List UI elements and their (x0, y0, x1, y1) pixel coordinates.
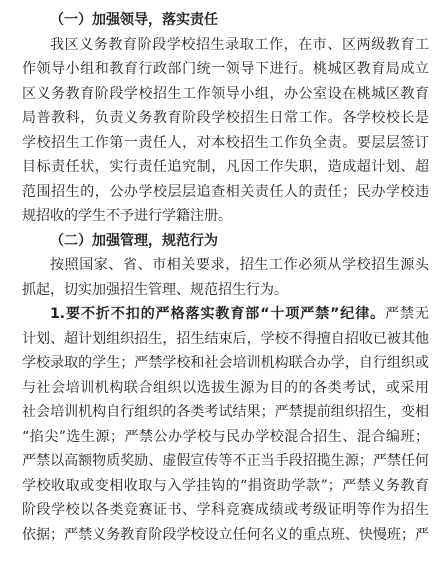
paragraph-line: 计划、超计划组织招生，招生结束后，学校不得擅自招收已被其他 (22, 330, 429, 347)
paragraph-line: 按照国家、省、市相关要求，招生工作必须从学校招生源头 (50, 257, 429, 273)
paragraph-line: 抓起，切实加强招生管理、规范招生行为。 (22, 281, 288, 298)
paragraph-line: “掐尖”选生源；严禁公办学校与民办学校混合招生、混合编班； (22, 428, 429, 445)
paragraph-line: 学校招生工作第一责任人，对本校招生工作负全责。要层层签订 (22, 134, 429, 151)
paragraph-line: 社会培训机构自行组织的各类考试结果；严禁提前组织招生，变相 (22, 404, 429, 420)
paragraph-line: 区义务教育阶段学校招生工作领导小组，办公室设在桃城区教育 (22, 85, 429, 102)
paragraph-line: 局普教科，负责义务教育阶段学校招生日常工作。各学校校长是 (22, 110, 429, 126)
paragraph-line: 与社会培训机构联合组织以选拔生源为目的的各类考试，或采用 (22, 379, 429, 396)
paragraph-line: 学校录取的学生；严禁学校和社会培训机构联合办学，自行组织或 (22, 355, 429, 371)
paragraph-line: 目标责任状，实行责任追究制，凡因工作失职，造成超计划、超 (22, 159, 429, 175)
paragraph-line: 我区义务教育阶段学校招生录取工作，在市、区两级教育工 (50, 36, 429, 53)
paragraph-line: 依据；严禁义务教育阶段学校设立任何名义的重点班、快慢班；严 (22, 526, 429, 543)
section-heading-1: （一）加强领导，落实责任 (50, 12, 218, 28)
section-heading-2: （二）加强管理，规范行为 (50, 232, 218, 249)
paragraph-line: 阶段学校以各类竞赛证书、学科竞赛成绩或考级证明等作为招生 (22, 502, 429, 518)
paragraph-line: 规招收的学生不予进行学籍注册。 (22, 208, 232, 224)
paragraph-line: 学校收取或变相收取与入学挂钩的“捐资助学款”；严禁义务教育 (22, 477, 429, 494)
paragraph-line: 严禁以高额物质奖励、虚假宣传等不正当手段招揽生源；严禁任何 (22, 453, 429, 469)
item-first-line (22, 302, 431, 327)
paragraph-line: 范围招生的，公办学校层层追查相关责任人的责任；民办学校违 (22, 183, 429, 200)
paragraph-line: 作领导小组和教育行政部门统一领导下进行。桃城区教育局成立 (22, 61, 429, 77)
item-lead-bold: 1.要不折不扣的严格落实教育部“十项严禁”纪律。 (50, 306, 386, 322)
item-lead-rest: 严禁无 (385, 306, 429, 322)
